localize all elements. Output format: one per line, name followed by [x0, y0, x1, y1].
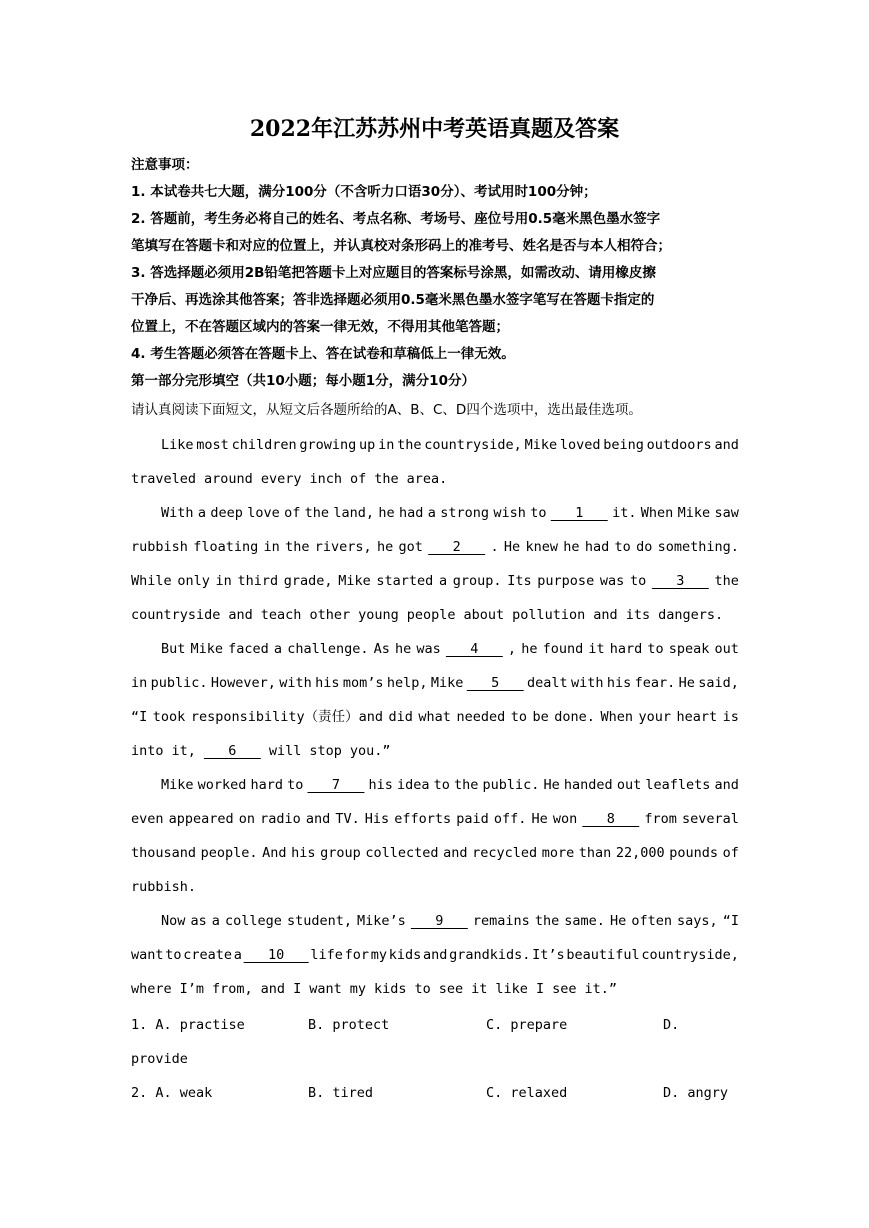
passage-word: student,: [286, 913, 352, 929]
cloze-blank: 7: [307, 777, 365, 793]
passage-word: His: [364, 811, 390, 827]
passage-word: efforts: [394, 811, 452, 827]
passage-word: with: [279, 675, 312, 691]
passage-word: countryside,: [424, 437, 522, 453]
passage-word: my: [349, 981, 366, 997]
passage-word: is: [722, 709, 739, 725]
passage-word: leaflets: [645, 777, 711, 793]
section-instruction: 请认真阅读下面短文，从短文后各题所给的A、B、C、D四个选项中，选出最佳选项。: [131, 402, 642, 418]
passage-word: Mike: [677, 505, 711, 521]
passage-word: it,: [171, 743, 196, 759]
passage-word: radio: [260, 811, 301, 827]
passage-word: several: [681, 811, 739, 827]
passage-word: and: [305, 811, 331, 827]
passage-line: [131, 530, 739, 564]
passage-word: started: [376, 573, 434, 589]
passage-word: appeared: [168, 811, 234, 827]
passage-word: needed: [456, 709, 506, 725]
passage-word: only: [177, 573, 210, 589]
passage-word: young: [358, 607, 399, 623]
passage-word: deep: [210, 505, 243, 521]
passage-word: “I: [722, 913, 739, 929]
note-line: 笔填写在答题卡和对应的位置上，并认真校对条形码上的准考号、姓名是否与本人相符合；: [131, 238, 671, 254]
passage-word: even: [131, 811, 164, 827]
passage-word: grandkids.: [449, 947, 531, 963]
passage-word: the: [454, 777, 479, 793]
passage-word: Mike: [430, 675, 464, 691]
passage-word: be: [532, 709, 549, 725]
passage-word: do: [636, 539, 653, 555]
passage-word: where: [131, 981, 172, 997]
passage-word: my: [370, 947, 388, 963]
passage-word: about: [463, 607, 505, 623]
passage-word: the: [374, 471, 399, 487]
passage-word: want: [309, 981, 342, 997]
passage-word: .: [490, 539, 499, 555]
passage-word: and: [714, 777, 739, 793]
option-row: [131, 1042, 751, 1076]
passage-word: While: [131, 573, 172, 589]
passage-line: [131, 428, 739, 462]
passage-word: to: [165, 947, 182, 963]
passage-line: [131, 734, 739, 768]
passage-word: Mike: [161, 777, 194, 793]
passage-word: purpose: [537, 573, 595, 589]
passage-word: “I: [131, 709, 148, 725]
passage-word: as: [190, 913, 207, 929]
note-line: 4. 考生答题必须答在答题卡上、答在试卷和草稿低上一律无效。: [131, 346, 515, 362]
passage-word: took: [152, 709, 186, 725]
passage-word: he: [563, 539, 580, 555]
passage-word: he: [378, 505, 395, 521]
passage-word: area.: [406, 471, 448, 487]
passage-word: fear.: [634, 675, 676, 691]
option-choice: 2. A. weak: [131, 1085, 213, 1101]
passage-word: and: [423, 947, 448, 963]
passage-word: you.”: [349, 743, 391, 759]
passage-word: handed: [563, 777, 613, 793]
passage-word: in: [215, 573, 232, 589]
passage-word: rivers,: [314, 539, 372, 555]
passage-word: create: [183, 947, 233, 963]
passage-word: dangers.: [658, 607, 724, 623]
passage-word: won: [552, 811, 578, 827]
passage-word: grade,: [283, 573, 333, 589]
passage-word: traveled: [131, 471, 197, 487]
passage-word: public.: [150, 675, 208, 691]
cloze-blank: 3: [651, 573, 709, 589]
passage-word: rubbish: [131, 539, 188, 555]
passage-line: [131, 598, 739, 632]
passage-line: [131, 632, 739, 666]
passage-word: 22,000: [615, 845, 665, 861]
passage-word: mom’s: [342, 675, 384, 691]
passage-word: love: [247, 505, 280, 521]
option-choice: C. prepare: [486, 1017, 568, 1033]
note-line: 干净后、再选涂其他答案；答非选择题必须用0.5毫米黑色墨水签字笔写在答题卡指定的: [131, 292, 655, 308]
cloze-blank: 1: [550, 505, 608, 521]
passage-word: pounds: [669, 845, 719, 861]
cloze-blank: 8: [582, 811, 640, 827]
passage-word: to: [647, 641, 664, 657]
passage-word: I: [535, 981, 545, 997]
passage-word: to: [510, 709, 527, 725]
passage-word: being: [603, 437, 644, 453]
passage-word: it.: [612, 505, 637, 521]
passage-word: Now: [161, 913, 186, 929]
note-line: 1. 本试卷共七大题，满分100分（不含听力口语30分）、考试用时100分钟；: [131, 184, 597, 200]
passage-word: faced: [228, 641, 269, 657]
passage-word: hard: [609, 641, 643, 657]
note-line: 位置上，不在答题区域内的答案一律无效，不得用其他笔答题；: [131, 319, 509, 335]
passage-word: land,: [333, 505, 375, 521]
passage-word: rubbish.: [131, 879, 197, 895]
option-choice: D.: [663, 1017, 680, 1033]
passage-word: to: [629, 573, 647, 589]
passage-word: wish: [493, 505, 526, 521]
passage-word: a: [197, 505, 206, 521]
passage-word: most: [196, 437, 229, 453]
passage-word: off.: [493, 811, 527, 827]
passage-word: floating: [193, 539, 259, 555]
passage-word: worked: [197, 777, 247, 793]
exam-notes: [131, 152, 751, 395]
passage-line: [131, 972, 739, 1006]
passage-word: in: [378, 437, 395, 453]
passage-word: countryside: [131, 607, 221, 623]
passage-word: challenge.: [287, 641, 369, 657]
passage-word: heart: [676, 709, 718, 725]
passage-word: stop: [309, 743, 342, 759]
passage-word: other: [309, 607, 351, 623]
option-choice: B. protect: [308, 1017, 390, 1033]
passage-word: it: [588, 641, 605, 657]
notes-heading: 注意事项：: [131, 157, 199, 173]
option-choice: provide: [131, 1051, 188, 1067]
passage-word: up: [359, 437, 376, 453]
passage-word: and: [593, 607, 618, 623]
passage-word: for: [344, 947, 370, 963]
passage-word: out: [616, 777, 642, 793]
passage-word: thousand: [131, 845, 197, 861]
passage-word: your: [638, 709, 671, 725]
passage-word: he: [376, 539, 394, 555]
option-choice: 1. A. practise: [131, 1017, 245, 1033]
passage-word: same.: [564, 913, 605, 929]
answer-options: [131, 1008, 751, 1110]
passage-word: of: [284, 505, 301, 521]
option-choice: D. angry: [663, 1085, 729, 1101]
passage-word: something.: [657, 539, 739, 555]
passage-word: With: [161, 505, 194, 521]
passage-word: TV.: [335, 811, 360, 827]
passage-word: the: [285, 539, 310, 555]
passage-word: Mike: [190, 641, 224, 657]
passage-word: found: [542, 641, 584, 657]
passage-word: had: [399, 505, 424, 521]
passage-word: I’m: [179, 981, 205, 997]
passage-word: and: [443, 845, 468, 861]
passage-word: knew: [525, 539, 558, 555]
passage-word: recycled: [472, 845, 538, 861]
passage-word: Like: [161, 437, 194, 453]
passage-word: he: [521, 641, 538, 657]
passage-word: a: [427, 505, 436, 521]
cloze-blank: 4: [445, 641, 503, 657]
passage-word: it.”: [584, 981, 617, 997]
passage-line: [131, 802, 739, 836]
passage-word: group: [320, 845, 361, 861]
passage-word: idea: [397, 777, 430, 793]
passage-word: collected: [365, 845, 439, 861]
passage-word: people: [406, 607, 456, 623]
passage-word: ,: [507, 641, 517, 657]
passage-word: hard: [250, 777, 284, 793]
passage-word: the: [397, 437, 422, 453]
passage-line: [131, 700, 739, 734]
passage-word: see: [438, 981, 464, 997]
passage-word: life: [310, 947, 343, 963]
passage-word: had: [584, 539, 610, 555]
passage-word: He: [678, 675, 695, 691]
passage-line: [131, 462, 739, 496]
passage-word: out: [714, 641, 739, 657]
passage-word: to: [433, 777, 450, 793]
passage-word: growing: [299, 437, 357, 453]
passage-word: on: [238, 811, 255, 827]
passage-word: kids: [373, 981, 407, 997]
passage-word: often: [631, 913, 672, 929]
passage-word: done.: [554, 709, 595, 725]
passage-word: It’s: [532, 947, 565, 963]
passage-word: around: [204, 471, 253, 487]
passage-word: strong: [440, 505, 489, 521]
option-row: [131, 1008, 751, 1042]
passage-word: responsibility（责任）and: [190, 709, 383, 725]
passage-word: and: [714, 437, 739, 453]
passage-word: to: [530, 505, 547, 521]
note-line: 3. 答选择题必须用2B铅笔把答题卡上对应题目的答案标号涂黑，如需改动、请用橡皮擦: [131, 265, 656, 281]
passage-word: a: [273, 641, 283, 657]
passage-word: his: [315, 675, 340, 691]
option-choice: C. relaxed: [486, 1085, 568, 1101]
passage-word: to: [614, 539, 631, 555]
passage-word: was: [416, 641, 441, 657]
passage-word: in: [131, 675, 148, 691]
passage-word: says,: [677, 913, 718, 929]
passage-word: third: [237, 573, 279, 589]
passage-word: its: [625, 607, 651, 623]
passage-line: [131, 870, 739, 904]
passage-word: the: [304, 505, 330, 521]
passage-word: He: [543, 777, 560, 793]
passage-word: He: [609, 913, 627, 929]
passage-word: into: [131, 743, 164, 759]
page-title: 2022年江苏苏州中考英语真题及答案: [249, 116, 620, 142]
passage-word: Mike: [524, 437, 558, 453]
passage-word: Mike: [338, 573, 371, 589]
cloze-blank: 5: [466, 675, 524, 691]
passage-word: outdoors: [646, 437, 712, 453]
passage-word: However,: [210, 675, 276, 691]
passage-word: was: [599, 573, 625, 589]
passage-word: When: [600, 709, 633, 725]
passage-word: dealt: [527, 675, 568, 691]
passage-word: When: [640, 505, 674, 521]
passage-word: kids: [388, 947, 422, 963]
passage-line: [131, 938, 739, 972]
passage-word: he: [394, 641, 412, 657]
passage-word: see: [552, 981, 577, 997]
passage-word: beautiful: [566, 947, 640, 963]
passage-word: public.: [482, 777, 540, 793]
cloze-blank: 9: [410, 913, 468, 929]
passage-word: like: [495, 981, 528, 997]
passage-word: of: [722, 845, 739, 861]
passage-word: people.: [200, 845, 258, 861]
passage-line: [131, 564, 739, 598]
passage-word: to: [287, 777, 304, 793]
passage-word: children: [231, 437, 297, 453]
note-line: 2. 答题前，考生务必将自己的姓名、考点名称、考场号、座位号用0.5毫米黑色墨水签字: [131, 211, 661, 227]
passage-word: it: [471, 981, 488, 997]
passage-word: of: [349, 471, 367, 487]
passage-word: remains: [472, 913, 530, 929]
passage-word: with: [571, 675, 604, 691]
passage-word: every: [260, 471, 302, 487]
passage-word: said,: [698, 675, 739, 691]
passage-word: speak: [668, 641, 710, 657]
passage-word: in: [263, 539, 280, 555]
passage-word: a: [211, 913, 220, 929]
passage-word: inch: [309, 471, 342, 487]
passage-line: [131, 836, 739, 870]
passage-word: did: [388, 709, 413, 725]
passage-word: than: [578, 845, 612, 861]
passage-word: got: [398, 539, 423, 555]
passage-word: Mike’s: [357, 913, 406, 929]
passage-word: help,: [386, 675, 428, 691]
passage-word: the: [714, 573, 739, 589]
passage-word: college: [224, 913, 282, 929]
passage-word: what: [418, 709, 451, 725]
passage-line: [131, 904, 739, 938]
passage-word: a: [438, 573, 448, 589]
passage-word: And: [262, 845, 287, 861]
passage-word: from: [644, 811, 677, 827]
passage-word: Its: [507, 573, 532, 589]
cloze-blank: 6: [203, 743, 261, 759]
cloze-passage: [131, 428, 739, 1006]
passage-line: [131, 496, 739, 530]
passage-word: pollution: [512, 607, 586, 623]
passage-word: group.: [452, 573, 502, 589]
passage-word: a: [233, 947, 242, 963]
passage-word: paid: [456, 811, 489, 827]
passage-line: [131, 666, 739, 700]
passage-word: and: [228, 607, 253, 623]
passage-word: countryside,: [641, 947, 739, 963]
passage-word: from,: [212, 981, 253, 997]
cloze-blank: 10: [243, 947, 309, 963]
passage-word: to: [414, 981, 431, 997]
option-row: [131, 1076, 751, 1110]
passage-word: want: [131, 947, 164, 963]
passage-word: He: [503, 539, 521, 555]
passage-word: I: [293, 981, 302, 997]
passage-word: As: [373, 641, 390, 657]
passage-word: his: [368, 777, 393, 793]
passage-word: saw: [714, 505, 739, 521]
passage-word: his: [291, 845, 316, 861]
passage-word: and: [260, 981, 286, 997]
cloze-blank: 2: [428, 539, 486, 555]
passage-word: his: [606, 675, 632, 691]
passage-word: He: [531, 811, 548, 827]
passage-word: loved: [559, 437, 601, 453]
passage-word: more: [541, 845, 575, 861]
passage-word: the: [534, 913, 560, 929]
passage-word: will: [268, 743, 302, 759]
option-choice: B. tired: [308, 1085, 374, 1101]
section-heading: 第一部分完形填空（共10小题；每小题1分，满分10分）: [131, 373, 475, 389]
passage-word: teach: [260, 607, 302, 623]
passage-line: [131, 768, 739, 802]
passage-word: But: [161, 641, 186, 657]
